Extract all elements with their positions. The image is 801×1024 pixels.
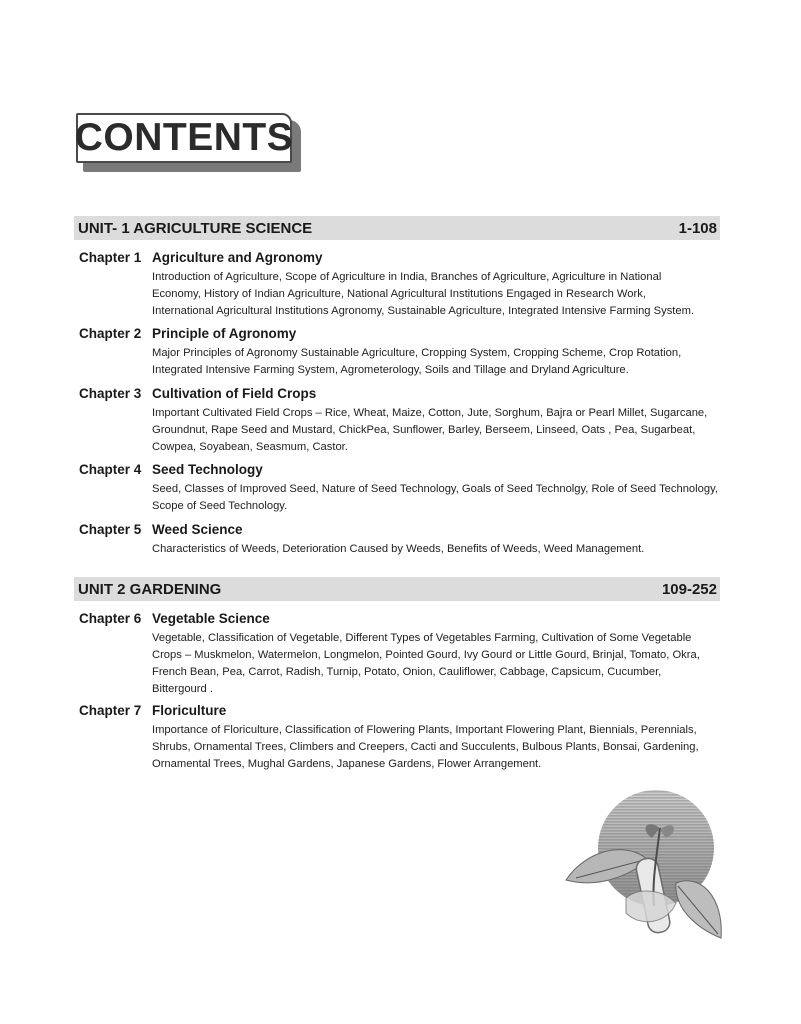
chapter-6	[79, 611, 724, 698]
chapter-4-description	[152, 481, 724, 515]
chapter-5-number: Chapter 5	[79, 522, 142, 537]
unit-1-label: UNIT- 1 AGRICULTURE SCIENCE	[78, 219, 313, 237]
unit-2-label: UNIT 2 GARDENING	[78, 580, 222, 598]
chapter-1-line: Economy, History of Indian Agriculture, National Agricultural Institutions Engaged in Research Work,	[152, 288, 646, 300]
chapter-5-description	[152, 541, 724, 558]
chapter-6-description	[152, 630, 724, 698]
chapter-1-line: International Agricultural Institutions Agronomy, Sustainable Agriculture, Integrated Intensive Farming System.	[152, 305, 695, 317]
chapter-3-line: Cowpea, Soyabean, Seasmum, Castor.	[152, 441, 348, 453]
chapter-5-title: Weed Science	[152, 522, 243, 537]
unit-1-bar	[74, 216, 720, 240]
chapter-5	[79, 522, 724, 558]
chapter-1-title: Agriculture and Agronomy	[152, 250, 323, 265]
chapter-2-line: Major Principles of Agronomy Sustainable Agriculture, Cropping System, Cropping Scheme, Crop Rotation,	[152, 347, 682, 359]
chapter-6-line: Vegetable, Classification of Vegetable, Different Types of Vegetables Farming, Cultivation of Some Vegetable	[152, 632, 692, 644]
chapter-6-line: French Bean, Pea, Carrot, Radish, Turnip, Potato, Onion, Cauliflower, Cabbage, Capsicum, Cucumber,	[152, 666, 662, 678]
contents-title-box	[76, 113, 303, 173]
chapter-7-description	[152, 722, 724, 773]
chapter-4-number: Chapter 4	[79, 462, 142, 477]
unit-1-pages: 1-108	[678, 219, 717, 237]
chapter-5-line: Characteristics of Weeds, Deterioration Caused by Weeds, Benefits of Weeds, Weed Management.	[152, 543, 645, 555]
chapter-3-number: Chapter 3	[79, 386, 142, 401]
chapter-7	[79, 703, 724, 773]
title-frame	[76, 113, 292, 163]
plant-test-tube-illustration	[556, 788, 726, 943]
chapter-2-description	[152, 345, 724, 379]
chapter-2-title: Principle of Agronomy	[152, 326, 297, 341]
chapter-1-description	[152, 269, 724, 320]
unit-2-pages: 109-252	[661, 580, 717, 598]
chapter-7-line: Ornamental Trees, Mughal Gardens, Japanese Gardens, Flower Arrangement.	[152, 758, 542, 770]
chapter-7-line: Shrubs, Ornamental Trees, Climbers and Creepers, Cacti and Succulents, Bulbous Plants, Bonsai, Gardening,	[152, 741, 699, 753]
chapter-2-number: Chapter 2	[79, 326, 142, 341]
chapter-3-description	[152, 405, 724, 456]
chapter-2	[79, 326, 724, 379]
unit-2-bar	[74, 577, 720, 601]
chapter-7-title: Floriculture	[152, 703, 227, 718]
chapter-3-line: Groundnut, Rape Seed and Mustard, ChickPea, Sunflower, Barley, Berseem, Linseed, Oats , Pea, Sugarbeat,	[152, 424, 696, 436]
chapter-7-line: Importance of Floriculture, Classification of Flowering Plants, Important Flowering Plant, Biennials, Perennials,	[152, 724, 697, 736]
chapter-4-line: Seed, Classes of Improved Seed, Nature of Seed Technology, Goals of Seed Technolgy, Role of Seed Technology,	[152, 483, 718, 495]
chapter-3	[79, 386, 724, 456]
chapter-4-title: Seed Technology	[152, 462, 263, 477]
chapter-6-line: Crops – Muskmelon, Watermelon, Longmelon, Pointed Gourd, Ivy Gourd or Little Gourd, Brinjal, Tomato, Okra,	[152, 649, 700, 661]
chapter-6-line: Bittergourd .	[152, 683, 213, 695]
chapter-1	[79, 250, 724, 320]
chapter-7-number: Chapter 7	[79, 703, 142, 718]
chapter-3-line: Important Cultivated Field Crops – Rice, Wheat, Maize, Cotton, Jute, Sorghum, Bajra or Pearl Millet, Sugarcane,	[152, 407, 708, 419]
chapter-2-line: Integrated Intensive Farming System, Agrometerology, Soils and Tillage and Dryland Agriculture.	[152, 364, 629, 376]
chapter-1-number: Chapter 1	[79, 250, 142, 265]
chapter-4-line: Scope of Seed Technology.	[152, 500, 288, 512]
chapter-6-number: Chapter 6	[79, 611, 142, 626]
chapter-1-line: Introduction of Agriculture, Scope of Agriculture in India, Branches of Agriculture, Agriculture in National	[152, 271, 662, 283]
chapter-3-title: Cultivation of Field Crops	[152, 386, 317, 401]
page-title: CONTENTS	[74, 116, 294, 159]
chapter-6-title: Vegetable Science	[152, 611, 270, 626]
chapter-4	[79, 462, 724, 515]
